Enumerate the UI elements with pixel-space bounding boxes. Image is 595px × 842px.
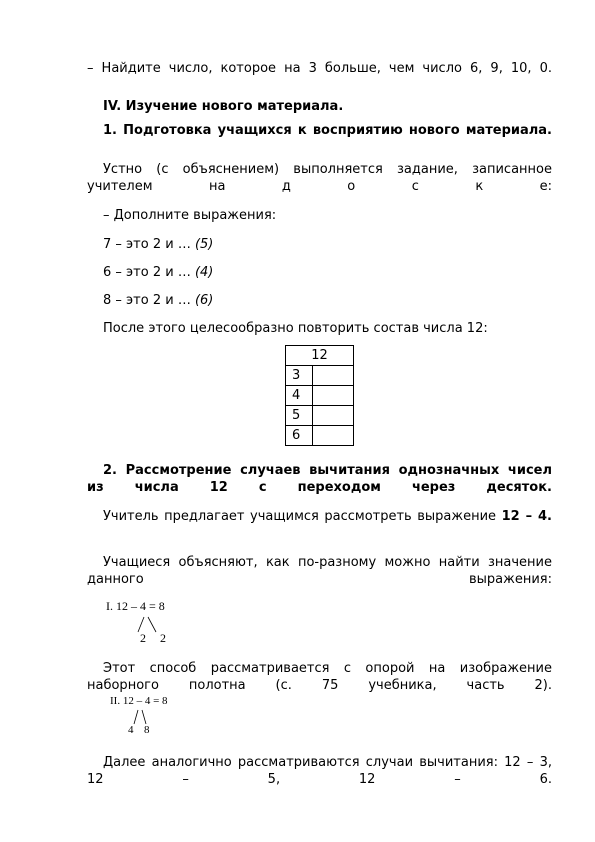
section-heading: IV. Изучение нового материала. (103, 99, 344, 114)
expression-line (87, 292, 552, 309)
expression-answer: (4) (194, 265, 214, 280)
method-equation: I. 12 – 4 = 8 (106, 599, 165, 613)
composition-table (285, 345, 354, 446)
expression-answer: (6) (194, 293, 214, 308)
part-right: 8 (144, 724, 150, 736)
paragraph-teacher-offers (87, 508, 552, 525)
table-cell: 3 (286, 366, 313, 386)
table-header-cell: 12 (286, 346, 354, 366)
table-row (286, 386, 354, 406)
table-empty-cell (313, 366, 354, 386)
table-cell: 6 (286, 426, 313, 446)
paragraph-complete-expressions: – Дополните выражения: (103, 208, 277, 223)
method-equation: II. 12 – 4 = 8 (110, 695, 168, 707)
paragraph-find-number (87, 60, 552, 77)
table-empty-cell (313, 386, 354, 406)
part-left: 4 (128, 724, 134, 736)
table-row (286, 366, 354, 386)
subsection-heading-1: 1. Подготовка учащихся к восприятию нового материала. (103, 123, 552, 138)
paragraph-oral-task: Устно (с объяснением) выполняется задание, записанное учителем на д о с к е: (87, 162, 552, 194)
table-row (286, 406, 354, 426)
table-row (286, 346, 354, 366)
expression-bold: 12 – 4. (501, 509, 552, 524)
table-empty-cell (313, 426, 354, 446)
decomposition-diagram-1 (106, 599, 206, 647)
expression-text: 8 – это 2 и … (103, 293, 195, 308)
paragraph-repeat-composition: После этого целесообразно повторить состав числа 12: (103, 321, 488, 336)
paragraph-text: Учитель предлагает учащимся рассмотреть выражение (103, 509, 502, 524)
expression-answer: (5) (194, 237, 214, 252)
subsection-heading-2: 2. Рассмотрение случаев вычитания однозначных чисел из числа 12 с переходом через десяток. (87, 463, 552, 495)
table-cell: 4 (286, 386, 313, 406)
paragraph-method-note: Этот способ рассматривается с опорой на изображение наборного полотна (с. 75 учебника, часть 2). (87, 661, 552, 693)
table-row (286, 426, 354, 446)
part-right: 2 (160, 631, 166, 645)
table-cell: 5 (286, 406, 313, 426)
part-left: 2 (140, 631, 146, 645)
paragraph-students-explain: Учащиеся объясняют, как по-разному можно найти значение данного выражения: (87, 555, 552, 587)
table-empty-cell (313, 406, 354, 426)
expression-line (87, 264, 552, 281)
expression-text: 6 – это 2 и … (103, 265, 195, 280)
decomposition-diagram-2 (110, 695, 210, 741)
paragraph-text: – Найдите число, которое на 3 больше, чем число 6, 9, 10, 0. (87, 61, 552, 76)
expression-line (87, 236, 552, 253)
paragraph-further-cases: Далее аналогично рассматриваются случаи вычитания: 12 – 3, 12 – 5, 12 – 6. (87, 755, 552, 787)
expression-text: 7 – это 2 и … (103, 237, 195, 252)
